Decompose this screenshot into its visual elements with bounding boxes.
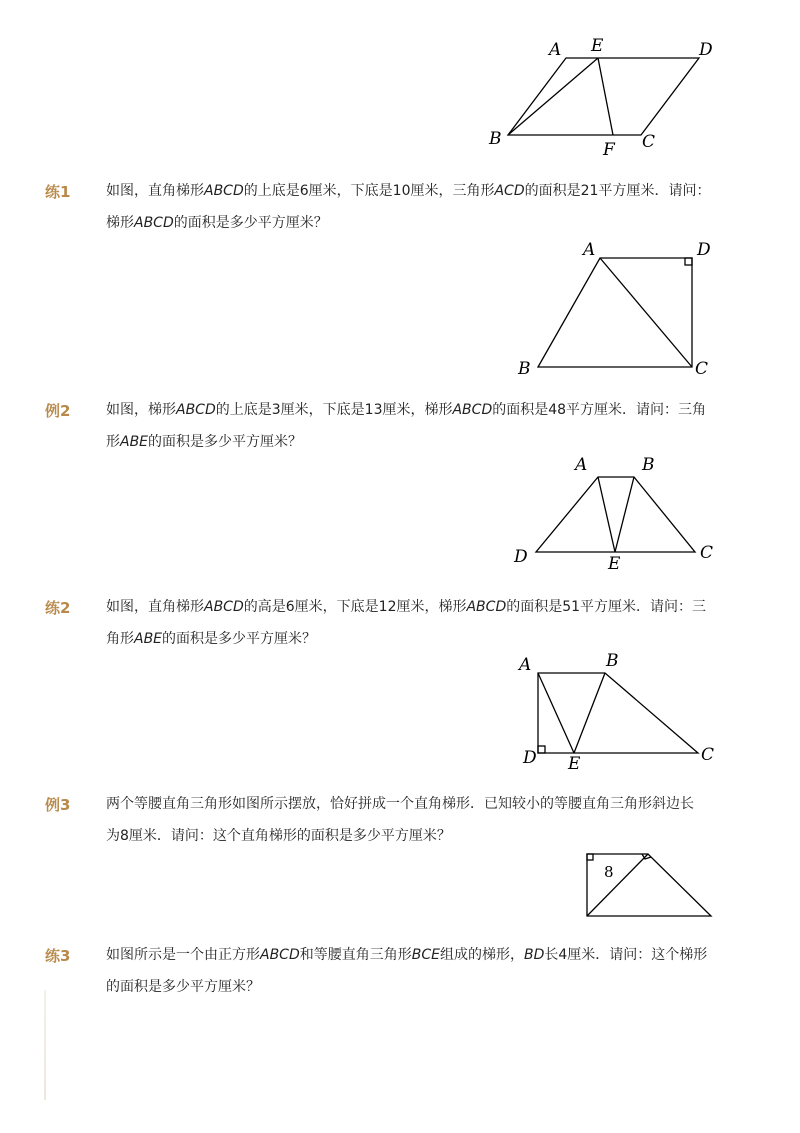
point-label-d: D	[514, 547, 528, 567]
problem-line: 如图，直角梯形ABCD的高是6厘米，下底是12厘米，梯形ABCD的面积是51平方厘米．请问：三	[106, 599, 707, 615]
point-label-b: B	[518, 359, 531, 379]
problem-line: 角形ABE的面积是多少平方厘米？	[106, 631, 317, 647]
point-label-c: C	[642, 132, 656, 152]
problem-text-lian3	[106, 939, 718, 1003]
segment-diagonal	[587, 854, 648, 916]
point-label-c: C	[701, 745, 715, 765]
point-label-a: A	[519, 655, 532, 675]
point-label-b: B	[642, 455, 655, 475]
problem-label-lian2: 练2	[45, 599, 71, 617]
point-label-d: D	[697, 240, 711, 260]
point-label-b: B	[606, 651, 619, 671]
problem-label-lian3: 练3	[45, 947, 71, 965]
problem-line: 为8厘米．请问：这个直角梯形的面积是多少平方厘米？	[106, 828, 451, 844]
problem-line: 如图，直角梯形ABCD的上底是6厘米，下底是10厘米，三角形ACD的面积是21平方厘米．请问：	[106, 183, 711, 199]
problem-line: 如图所示是一个由正方形ABCD和等腰直角三角形BCE组成的梯形，BD长4厘米．请问：这个梯形	[106, 947, 708, 963]
problem-label-li3: 例3	[45, 796, 71, 814]
point-label-d: D	[699, 40, 713, 60]
problem-label-lian1: 练1	[45, 183, 71, 201]
point-label-e: E	[608, 554, 621, 574]
right-angle-mark-left	[587, 854, 593, 860]
problem-line: 形ABE的面积是多少平方厘米？	[106, 434, 303, 450]
point-label-a: A	[575, 455, 588, 475]
problem-label-li2: 例2	[45, 402, 71, 420]
problem-line: 的面积是多少平方厘米？	[106, 979, 260, 995]
point-label-d: D	[523, 748, 537, 768]
point-label-e: E	[591, 36, 604, 56]
point-label-e: E	[568, 754, 581, 774]
point-label-b: B	[489, 129, 502, 149]
point-label-a: A	[549, 40, 562, 60]
point-label-c: C	[695, 359, 709, 379]
side-length-label: 8	[604, 863, 614, 881]
problem-line: 两个等腰直角三角形如图所示摆放，恰好拼成一个直角梯形．已知较小的等腰直角三角形斜边长	[106, 796, 694, 812]
point-label-a: A	[583, 240, 596, 260]
point-label-c: C	[700, 543, 714, 563]
point-label-f: F	[603, 140, 615, 160]
problem-line: 如图，梯形ABCD的上底是3厘米，下底是13厘米，梯形ABCD的面积是48平方厘米．请问：三角	[106, 402, 707, 418]
problem-line: 梯形ABCD的面积是多少平方厘米？	[106, 215, 328, 231]
